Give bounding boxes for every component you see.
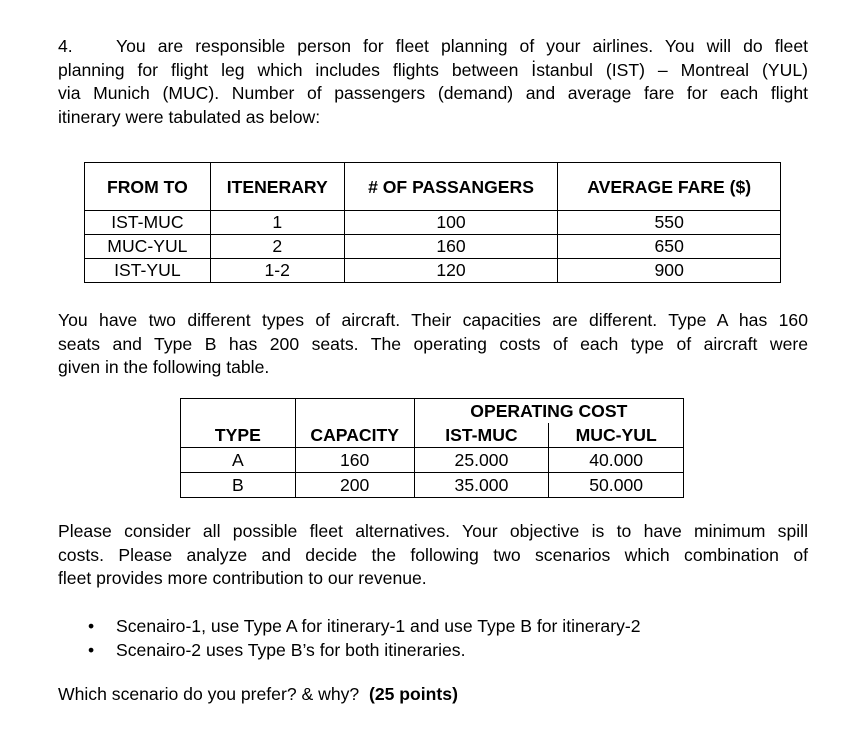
aircraft-paragraph [58,309,808,380]
question-line-1: 4. You are responsible person for fleet planning of your airlines. You will do fleet [58,35,808,59]
cost-table-header [181,423,684,448]
cell-type: A [181,448,296,473]
demand-table [84,162,781,283]
scenario-list [84,614,641,662]
cell-capacity: 200 [295,473,414,498]
list-item: • Scenairo-2 uses Type B’s for both itineraries. [84,638,641,662]
table-row [85,259,781,283]
table-row [181,448,684,473]
col-header-muc-yul: MUC-YUL [549,423,684,448]
col-header-capacity: CAPACITY [295,423,414,448]
question-number: 4. [58,36,73,56]
col-header-average-fare: AVERAGE FARE ($) [558,163,781,211]
cell-passengers: 120 [344,259,558,283]
consider-line-2: costs. Please analyze and decide the following two scenarios which combination of [58,544,808,565]
cell-fare: 550 [558,211,781,235]
cell-route: IST-YUL [85,259,211,283]
list-item: • Scenairo-1, use Type A for itinerary-1 and use Type B for itinerary-2 [84,614,641,638]
cost-table-group-row [181,399,684,424]
col-header-type: TYPE [181,423,296,448]
consider-line-1: Please consider all possible fleet alternatives. Your objective is to have minimum spill [58,521,808,541]
cell-cost-muc-yul: 50.000 [549,473,684,498]
cell-itinerary: 1-2 [210,259,344,283]
consider-paragraph [58,520,808,591]
col-header-ist-muc: IST-MUC [414,423,549,448]
operating-cost-table [180,398,684,498]
table-row [181,473,684,498]
cell-capacity: 160 [295,448,414,473]
col-header-itinerary: ITENERARY [210,163,344,211]
empty-cell [181,399,296,424]
question-line-3: via Munich (MUC). Number of passengers (demand) and average fare for each flight [58,83,808,103]
operating-cost-header: OPERATING COST [414,399,683,424]
empty-cell [295,399,414,424]
cell-passengers: 160 [344,235,558,259]
demand-table-header [85,163,781,211]
cell-route: IST-MUC [85,211,211,235]
question-paragraph [58,35,808,129]
question-line-2: planning for flight leg which includes flights between İstanbul (IST) – Montreal (YUL) [58,59,808,80]
question-line-4: itinerary were tabulated as below: [58,106,321,127]
final-question [58,682,458,706]
aircraft-line-3: given in the following table. [58,357,270,377]
cell-fare: 900 [558,259,781,283]
aircraft-line-1: You have two different types of aircraft. Their capacities are different. Type A has 160 [58,310,808,330]
cell-fare: 650 [558,235,781,259]
cell-route: MUC-YUL [85,235,211,259]
cell-cost-ist-muc: 35.000 [414,473,549,498]
cell-itinerary: 1 [210,211,344,235]
consider-line-3: fleet provides more contribution to our revenue. [58,568,427,588]
cell-cost-ist-muc: 25.000 [414,448,549,473]
cell-passengers: 100 [344,211,558,235]
aircraft-line-2: seats and Type B has 200 seats. The operating costs of each type of aircraft were [58,333,808,354]
cell-cost-muc-yul: 40.000 [549,448,684,473]
col-header-passengers: # OF PASSANGERS [344,163,558,211]
cell-itinerary: 2 [210,235,344,259]
cell-type: B [181,473,296,498]
col-header-from-to: FROM TO [85,163,211,211]
table-row [85,211,781,235]
table-row [85,235,781,259]
points-label: (25 points) [368,684,458,704]
final-question-text: Which scenario do you prefer? & why? [58,684,360,704]
